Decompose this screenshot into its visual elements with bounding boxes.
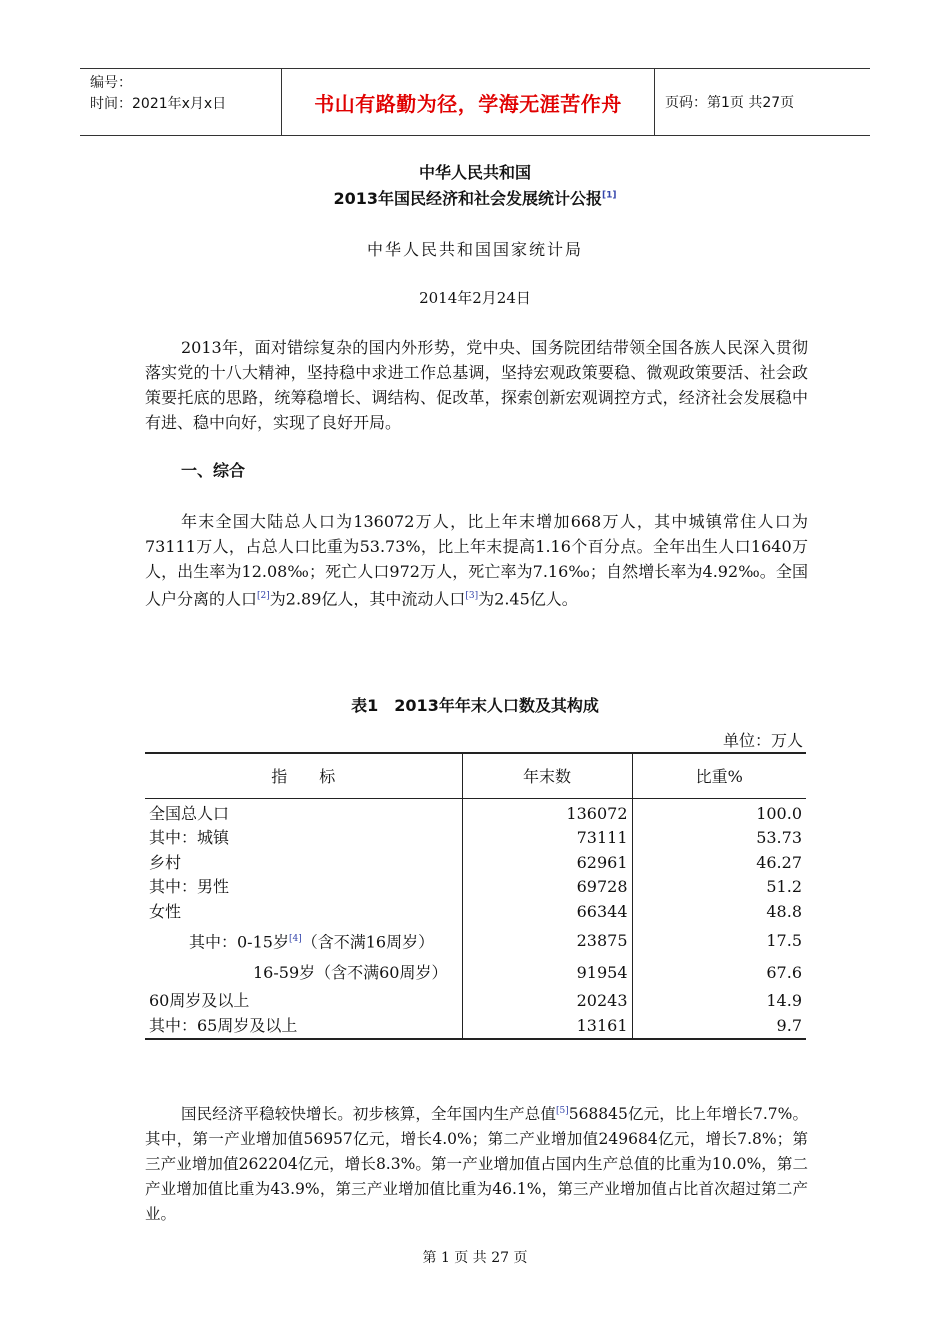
row-share: 48.8 [766, 901, 802, 921]
row-share: 67.6 [766, 963, 802, 983]
header-page-info: 页码：第1页 共27页 [665, 95, 795, 111]
row-label: 女性 [145, 900, 462, 925]
population-text-3: 为2.45亿人。 [478, 589, 578, 609]
title-country: 中华人民共和国 [418, 163, 531, 182]
row-value: 73111 [462, 826, 632, 851]
col-header-year-end: 年末数 [462, 753, 632, 798]
row-label: 16-59岁（含不满60周岁） [145, 958, 462, 989]
row-share: 9.7 [632, 1014, 806, 1040]
row-label: 60周岁及以上 [145, 989, 462, 1014]
issuing-organization: 中华人民共和国国家统计局 [366, 240, 583, 259]
header-motto: 书山有路勤为径，学海无涯苦作舟 [281, 69, 655, 135]
row-value: 69728 [462, 875, 632, 900]
footnote-ref-1[interactable]: [1] [602, 190, 617, 201]
table-row [145, 1014, 806, 1040]
row-value: 62961 [462, 851, 632, 876]
section-heading-general: 一、综合 [181, 461, 246, 480]
row-share: 53.73 [756, 828, 802, 848]
economy-text-2: 568845亿元，比上年增长7.7%。其中，第一产业增加值56957亿元，增长4.0%；第二产业增加值249684亿元，增长7.8%；第三产业增加值262204亿元，增长8.3%。第一产业增加值占国内生产总值的比重为10.0%，第二产业增加值比重为43.9%，第三产业增加值比重为46.1%，第三产业增加值占比首次超过第二产业。 [145, 1105, 808, 1224]
row-value: 23875 [462, 924, 632, 958]
row-share: 14.9 [766, 990, 802, 1010]
page-header [80, 68, 870, 136]
economy-paragraph [145, 1099, 808, 1227]
table1-unit: 单位：万人 [722, 731, 803, 750]
table-row [145, 875, 806, 900]
page-footer: 第 1 页 共 27 页 [422, 1250, 528, 1266]
row-label: 其中：男性 [145, 875, 462, 900]
footnote-ref-5[interactable]: [5] [555, 1106, 569, 1116]
row-value: 91954 [462, 958, 632, 989]
row-value: 66344 [462, 900, 632, 925]
row-value: 13161 [462, 1014, 632, 1040]
code-label: 编号： [90, 75, 132, 91]
row-label [145, 924, 462, 958]
table-row [145, 924, 806, 958]
row-share: 46.27 [756, 852, 802, 872]
title-report [0, 186, 950, 209]
row-label: 全国总人口 [145, 798, 462, 826]
population-table [145, 752, 806, 1040]
table-row [145, 851, 806, 876]
table-row [145, 900, 806, 925]
economy-text-1: 国民经济平稳较快增长。初步核算，全年国内生产总值 [181, 1105, 556, 1124]
footnote-ref-4[interactable]: [4] [288, 934, 302, 945]
table-row [145, 826, 806, 851]
title-report-text: 2013年国民经济和社会发展统计公报 [333, 189, 603, 208]
row-value: 20243 [462, 989, 632, 1014]
row-share: 100.0 [756, 803, 802, 823]
row-label: 其中：城镇 [145, 826, 462, 851]
table-row [145, 958, 806, 989]
row-value: 136072 [462, 798, 632, 826]
intro-paragraph: 2013年，面对错综复杂的国内外形势，党中央、国务院团结带领全国各族人民深入贯彻落实党的十八大精神，坚持稳中求进工作总基调，坚持宏观政策要稳、微观政策要活、社会政策要托底的思路，统筹稳增长、调结构、促改革，探索创新宏观调控方式，经济社会发展稳中有进、稳中向好，实现了良好开局。 [145, 338, 808, 432]
population-text-2: 为2.89亿人，其中流动人口 [269, 589, 466, 609]
col-header-share: 比重% [632, 753, 806, 798]
population-paragraph [145, 509, 808, 611]
row-label: 其中：65周岁及以上 [145, 1014, 462, 1040]
time-label: 时间：2021年x月x日 [90, 96, 227, 112]
footnote-ref-3[interactable]: [3] [465, 591, 479, 601]
row-label: 乡村 [145, 851, 462, 876]
footnote-ref-2[interactable]: [2] [257, 591, 270, 601]
row-share: 17.5 [766, 931, 802, 951]
table-header-row [145, 753, 806, 798]
row-share: 51.2 [766, 877, 802, 897]
publication-date: 2014年2月24日 [419, 289, 531, 307]
col-header-indicator: 指 标 [145, 753, 462, 798]
table-row [145, 798, 806, 826]
population-text-1: 年末全国大陆总人口为136072万人，比上年末增加668万人，其中城镇常住人口为73111万人，占总人口比重为53.73%，比上年末提高1.16个百分点。全年出生人口1640万人，出生率为12.08‰；死亡人口972万人，死亡率为7.16‰；自然增长率为4.92‰。全国人户分离的人口 [145, 512, 808, 609]
row-label-text: 其中：0-15岁 [189, 932, 289, 952]
table1-caption: 表1 2013年年末人口数及其构成 [351, 696, 599, 715]
row-label-text-2: （含不满16周岁） [301, 932, 435, 952]
table-row [145, 989, 806, 1014]
header-meta [80, 69, 281, 135]
